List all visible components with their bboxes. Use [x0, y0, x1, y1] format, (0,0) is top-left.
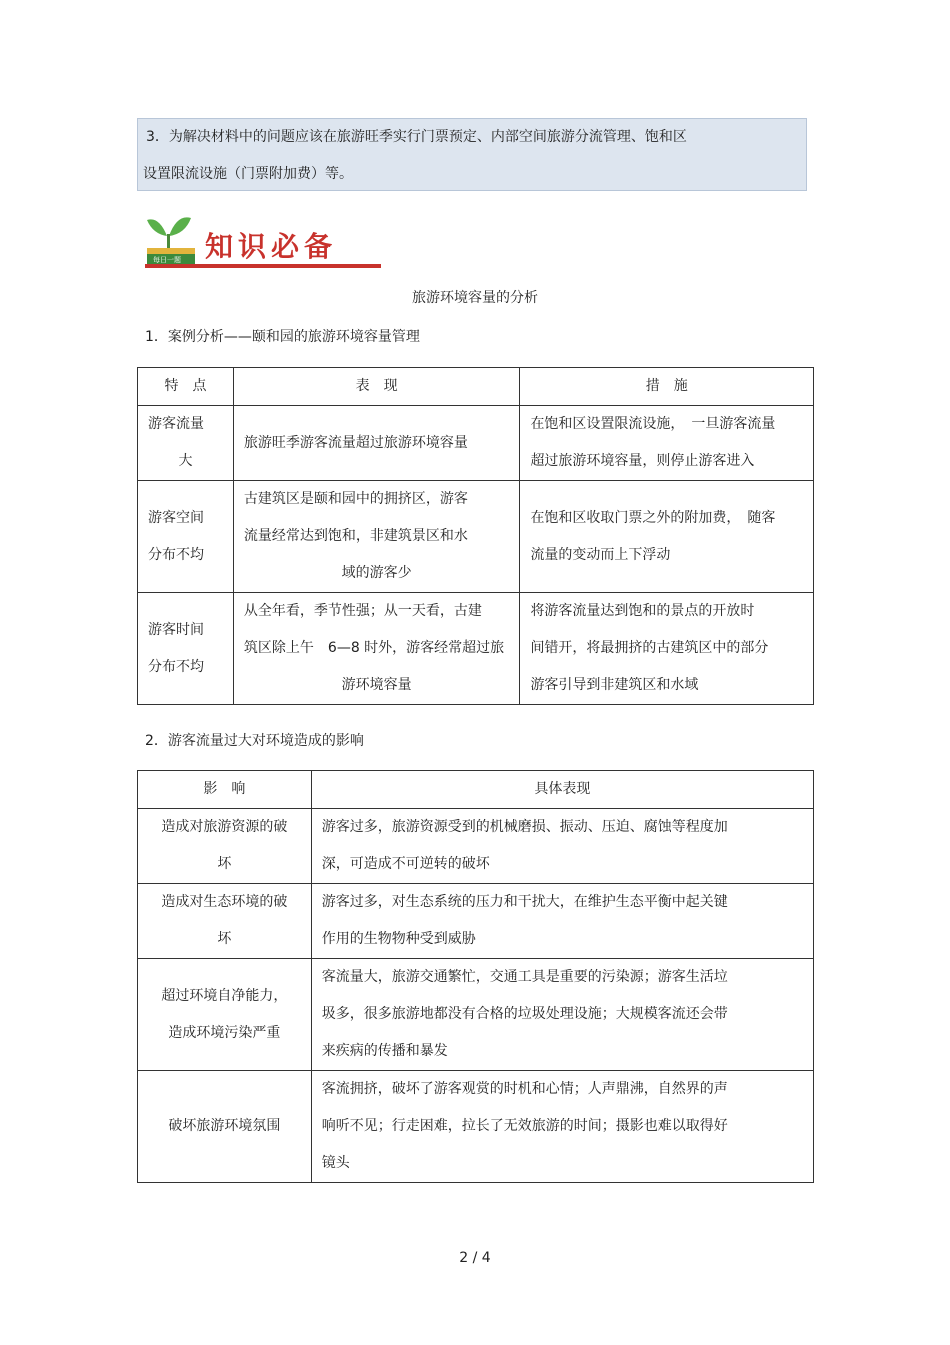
knowledge-banner — [145, 210, 395, 270]
table-row: 造成对旅游资源的破 坏 游客过多，旅游资源受到的机械磨损、振动、压迫、腐蚀等程度加 深，可造成不可逆转的破坏 — [138, 809, 814, 884]
table-header-row — [138, 771, 814, 809]
header-detail: 具体表现 — [311, 771, 813, 809]
header-performance: 表 现 — [233, 368, 520, 406]
section2-heading: 2．游客流量过大对环境造成的影响 — [145, 733, 364, 749]
section1-heading: 1．案例分析——颐和园的旅游环境容量管理 — [145, 329, 420, 345]
table-row: 游客空间 分布不均 古建筑区是颐和园中的拥挤区，游客 流量经常达到饱和，非建筑景区和水 域的游客少 在饱和区收取门票之外的附加费， 随客 流量的变动而上下浮动 — [138, 481, 814, 593]
header-measure: 措 施 — [520, 368, 814, 406]
case-analysis-table — [137, 367, 814, 705]
header-feature: 特 点 — [138, 368, 234, 406]
table-row: 游客流量 大 旅游旺季游客流量超过旅游环境容量 在饱和区设置限流设施， 一旦游客流量 超过旅游环境容量，则停止游客进入 — [138, 406, 814, 481]
table-row: 超过环境自净能力， 造成环境污染严重 客流量大，旅游交通繁忙，交通工具是重要的污染源；游客生活垃 圾多，很多旅游地都没有合格的垃圾处理设施；大规模客流还会带 来疾病的传播和暴发 — [138, 959, 814, 1071]
table-header-row — [138, 368, 814, 406]
table-row: 造成对生态环境的破 坏 游客过多，对生态系统的压力和干扰大，在维护生态平衡中起关键 作用的生物物种受到威胁 — [138, 884, 814, 959]
table-row: 游客时间 分布不均 从全年看，季节性强；从一天看，古建 筑区除上午 6—8 时外，游客经常超过旅 游环境容量 将游客流量达到饱和的景点的开放时 间错开，将最拥挤的古建筑区中的部分 游客引导到非建筑区和水域 — [138, 593, 814, 705]
impact-table — [137, 770, 814, 1183]
banner-small-text: 每日一题 — [153, 256, 181, 264]
banner-title: 知识必备 — [205, 230, 338, 263]
header-impact: 影 响 — [138, 771, 312, 809]
main-title: 旅游环境容量的分析 — [412, 290, 538, 306]
answer-box — [137, 118, 807, 191]
answer-line-1: 3．为解决材料中的问题应该在旅游旺季实行门票预定、内部空间旅游分流管理、饱和区 — [146, 129, 687, 145]
page-number: 2 / 4 — [459, 1250, 491, 1266]
answer-line-2: 设置限流设施（门票附加费）等。 — [143, 166, 353, 182]
table-row: 破坏旅游环境氛围 客流拥挤，破坏了游客观赏的时机和心情；人声鼎沸，自然界的声 响听不见；行走困难，拉长了无效旅游的时间；摄影也难以取得好 镜头 — [138, 1071, 814, 1183]
